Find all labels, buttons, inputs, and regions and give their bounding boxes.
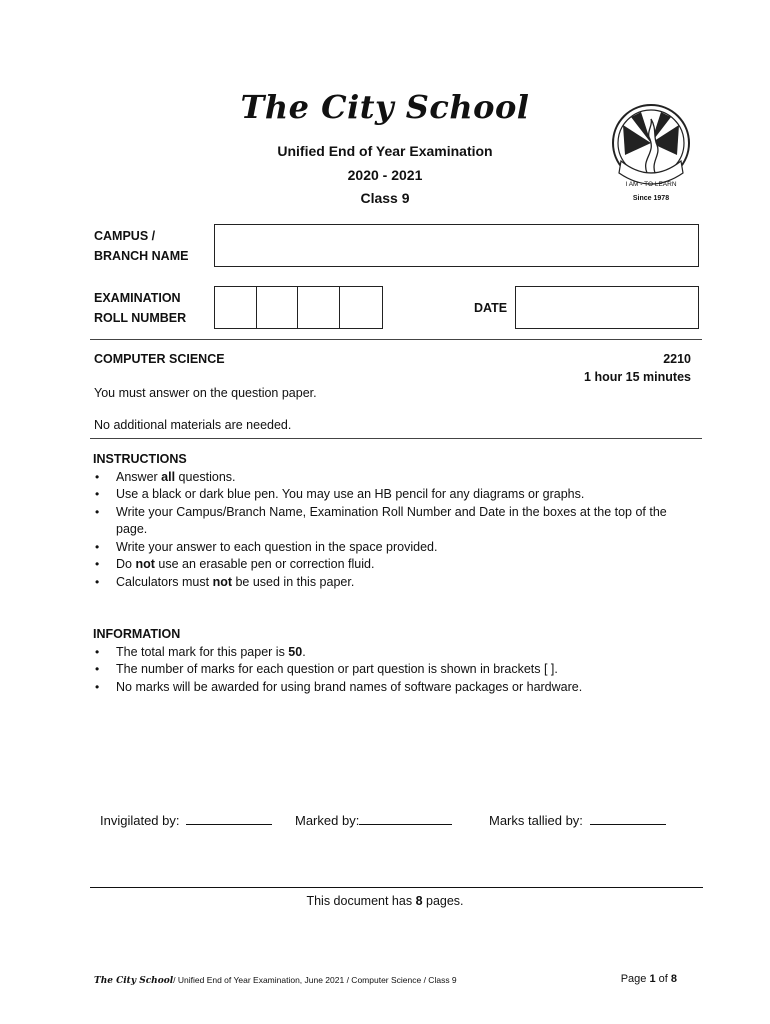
item-text-end: . — [302, 644, 306, 659]
page-total: 8 — [670, 973, 677, 985]
school-logo — [611, 103, 691, 207]
information-section — [93, 626, 693, 696]
item-text: No marks will be awarded for using brand names of software packages or hardware. — [116, 679, 583, 694]
item-text-end: use an erasable pen or correction fluid. — [154, 557, 375, 571]
information-list — [93, 644, 693, 697]
divider — [90, 438, 702, 439]
page-of: of — [655, 973, 671, 985]
exam-duration: 1 hour 15 minutes — [584, 370, 691, 384]
pages-count: 8 — [415, 894, 423, 908]
footer-description: / Unified End of Year Examination, June 2021 / Computer Science / Class 9 — [173, 975, 457, 985]
campus-label-line-1: CAMPUS / — [94, 229, 156, 243]
page-number — [621, 973, 677, 985]
list-item — [93, 644, 693, 662]
list-item — [93, 486, 693, 504]
page-current: 1 — [649, 973, 656, 985]
footer-brand: The City School — [94, 976, 174, 986]
item-emphasis: all — [161, 469, 176, 484]
roll-digit-box[interactable] — [214, 286, 257, 329]
exam-class: Class 9 — [360, 190, 410, 206]
instructions-heading: INSTRUCTIONS — [93, 452, 187, 466]
logo-motto: I AM - TO LEARN — [625, 181, 677, 188]
item-text: Use a black or dark blue pen. You may use an HB pencil for any diagrams or graphs. — [116, 487, 585, 501]
logo-since: Since 1978 — [632, 195, 670, 202]
roll-label-line-2: ROLL NUMBER — [94, 311, 187, 325]
instructions-section — [93, 451, 693, 591]
invigilated-signature-line[interactable] — [186, 812, 272, 825]
pages-note — [0, 894, 770, 908]
roll-label-line-1: EXAMINATION — [94, 291, 181, 305]
materials-note: No additional materials are needed. — [94, 418, 292, 432]
information-heading: INFORMATION — [93, 627, 181, 641]
campus-label — [94, 226, 188, 266]
answer-note: You must answer on the question paper. — [94, 386, 317, 400]
item-emphasis: not — [212, 574, 232, 589]
list-item — [93, 469, 693, 487]
roll-digit-box[interactable] — [256, 286, 298, 329]
divider — [90, 339, 702, 340]
invigilated-by — [100, 812, 272, 828]
item-text: The number of marks for each question or part question is shown in brackets [ ]. — [116, 662, 558, 676]
tallied-label: Marks tallied by: — [489, 813, 583, 828]
page-label: Page — [620, 973, 650, 985]
item-text-end: questions. — [175, 469, 236, 484]
list-item — [93, 661, 693, 679]
roll-number-boxes — [214, 286, 383, 329]
footer-text — [94, 975, 457, 986]
item-text: Answer — [116, 469, 162, 484]
marks-tallied-by — [489, 812, 666, 828]
marked-signature-line[interactable] — [359, 812, 452, 825]
invigilated-label: Invigilated by: — [100, 813, 180, 828]
subject-name: COMPUTER SCIENCE — [94, 352, 225, 366]
date-label: DATE — [474, 301, 508, 315]
tallied-signature-line[interactable] — [590, 812, 666, 825]
pages-note-suffix: pages. — [422, 894, 464, 908]
school-name: The City School — [240, 88, 530, 126]
subject-code: 2210 — [663, 352, 691, 366]
item-emphasis: not — [135, 557, 155, 571]
item-text: Write your Campus/Branch Name, Examination Roll Number and Date in the boxes at the top of the page. — [116, 504, 667, 536]
pages-note-text: This document has — [306, 894, 416, 908]
divider — [90, 887, 703, 888]
exam-year: 2020 - 2021 — [347, 167, 423, 183]
roll-number-label — [94, 288, 186, 328]
roll-digit-box[interactable] — [297, 286, 340, 329]
item-text: Write your answer to each question in the space provided. — [116, 539, 438, 554]
list-item — [93, 539, 693, 557]
item-text: The total mark for this paper is — [116, 644, 289, 659]
list-item — [93, 556, 693, 574]
instructions-list — [93, 469, 693, 592]
date-input-box[interactable] — [515, 286, 699, 329]
list-item — [93, 679, 693, 697]
list-item — [93, 574, 693, 592]
marked-label: Marked by: — [295, 813, 360, 828]
roll-digit-box[interactable] — [339, 286, 383, 329]
item-text: Calculators must — [116, 574, 213, 589]
campus-label-line-2: BRANCH NAME — [94, 249, 189, 263]
item-text-end: be used in this paper. — [232, 574, 355, 589]
list-item — [93, 504, 693, 539]
marked-by — [295, 812, 452, 828]
campus-input-box[interactable] — [214, 224, 699, 267]
item-emphasis: 50 — [288, 644, 303, 659]
exam-title: Unified End of Year Examination — [277, 143, 493, 159]
item-text: Do — [116, 557, 136, 571]
